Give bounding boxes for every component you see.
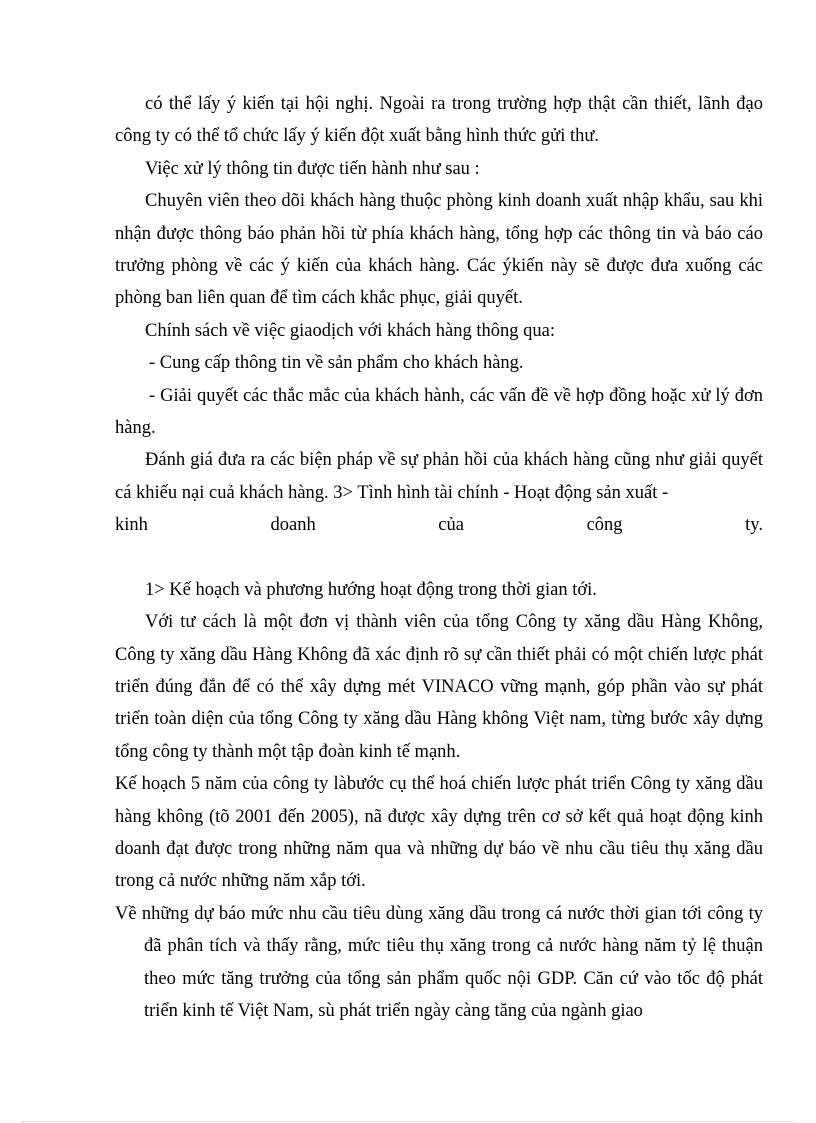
page-bottom-divider — [22, 1121, 794, 1122]
section-heading-plan: 1> Kế hoạch và phương hướng hoạt động trong thời gian tới. — [145, 579, 597, 600]
paragraph-demand-forecast: Về những dự báo mức nhu cầu tiêu dùng xăng dầu trong cá nước thời gian tới công ty đã phân tích và thấy rằng, mức tiêu thụ xăng trong cả nước hàng năm tỷ lệ thuận theo mức tăng trưởng của tổng sản phẩm quốc nội GDP. Căn cứ vào tốc độ phát triển kinh tế Việt Nam, sù phát triển ngày càng tăng của ngành giao — [115, 903, 763, 1021]
list-item-resolve-questions: - Giải quyết các thắc mắc của khách hành, các vấn đề về hợp đồng hoặc xử lý đơn hàng. — [115, 385, 763, 439]
blank-line — [115, 542, 763, 574]
paragraph-continuation: có thể lấy ý kiến tại hội nghị. Ngoài ra trong trường hợp thật cần thiết, lãnh đạo công ty có thể tổ chức lấy ý kiến đột xuất bằng hình thức gửi thư. — [115, 94, 763, 147]
spread-word: doanh — [270, 515, 316, 536]
spread-heading-line — [115, 509, 763, 541]
spread-word: ty. — [745, 515, 763, 536]
paragraph-transaction-policy: Chính sách về việc giaodịch với khách hàng thông qua: — [145, 320, 555, 341]
spread-word: của — [438, 515, 464, 536]
spread-word: kinh — [115, 515, 148, 536]
paragraph-member-unit: Với tư cách là một đơn vị thành viên của tổng Công ty xăng dầu Hàng Không, Công ty xăng dầu Hàng Không đã xác định rõ sự cần thiết phải có một chiến lược phát triển đúng đắn để có thể xây dựng mét VINACO vững mạnh, góp phần vào sự phát triển toàn diện của tổng Công ty xăng dầu Hàng không Việt nam, từng bước xây dựng tổng công ty thành một tập đoàn kinh tế mạnh. — [115, 612, 763, 762]
spread-word: công — [586, 515, 623, 536]
paragraph-evaluation: Đánh giá đưa ra các biện pháp về sự phản hồi của khách hàng cũng như giải quyết cá khiếu nại cuả khách hàng. 3> Tình hình tài chính - Hoạt động sản xuất - — [115, 450, 763, 503]
paragraph-info-processing-intro: Việc xử lý thông tin được tiến hành như sau : — [145, 158, 480, 179]
paragraph-specialist-process: Chuyên viên theo dõi khách hàng thuộc phòng kinh doanh xuất nhập khẩu, sau khi nhận được thông báo phản hồi từ phía khách hàng, tổng hợp các thông tin và báo cáo trưởng phòng về các ý kiến của khách hàng. Các ýkiến này sẽ được đưa xuống các phòng ban liên quan để tìm cách khắc phục, giải quyết. — [115, 191, 763, 309]
list-item-provide-info: - Cung cấp thông tin về sản phẩm cho khách hàng. — [149, 353, 524, 374]
paragraph-five-year-plan: Kế hoạch 5 năm của công ty làbước cụ thể hoá chiến lược phát triển Công ty xăng dầu hàng không (tõ 2001 đến 2005), nã được xây dựng trên cơ sở kết quả hoạt động kinh doanh đạt được trong những năm qua và những dự báo về nhu cầu tiêu thụ xăng dầu trong cả nước những năm xắp tới. — [115, 774, 763, 892]
document-body — [115, 88, 763, 1027]
